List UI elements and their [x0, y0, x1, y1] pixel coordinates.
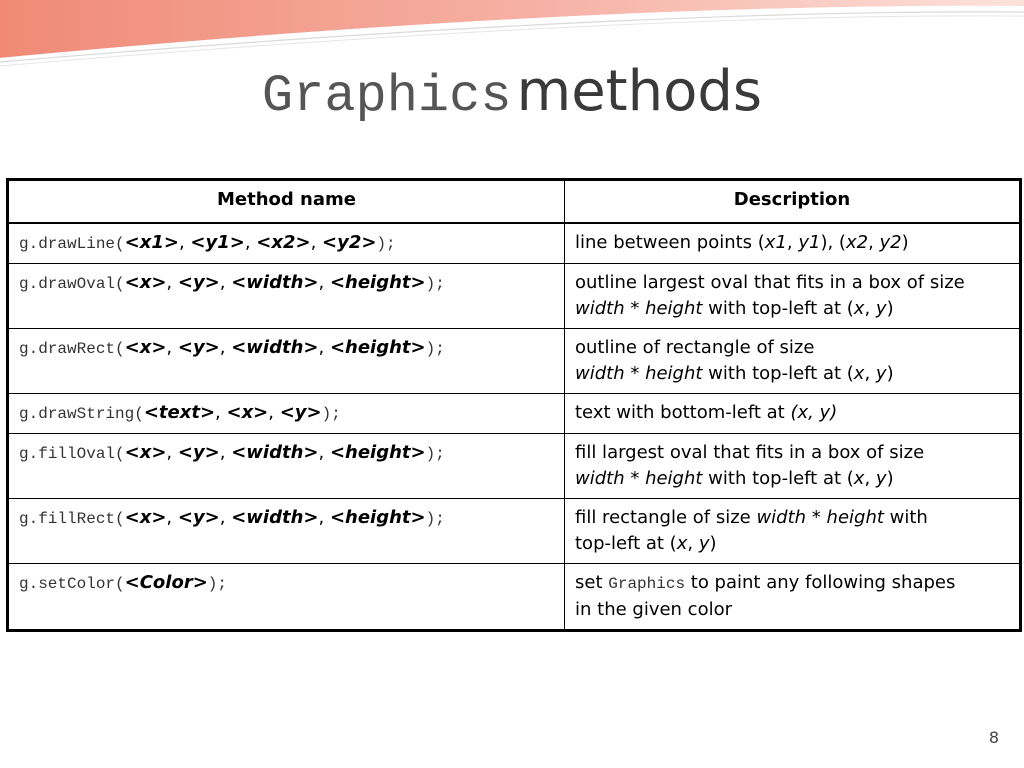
desc-segment: with	[883, 507, 928, 528]
method-segment: <y2>	[322, 232, 377, 253]
desc-segment: y	[698, 533, 710, 554]
desc-segment: (x, y)	[790, 402, 838, 423]
method-segment: <x>	[226, 402, 269, 423]
method-segment: );	[425, 445, 445, 463]
method-segment: <text>	[143, 402, 216, 423]
desc-segment: height	[645, 468, 703, 489]
slide-title	[0, 52, 1024, 145]
method-segment: );	[425, 510, 445, 528]
method-segment: <x>	[124, 272, 167, 293]
method-name-cell	[8, 564, 565, 631]
desc-segment: x2	[845, 232, 869, 253]
method-segment: ,	[219, 442, 232, 463]
table-header-row	[8, 180, 1021, 224]
desc-segment: top-left at (	[575, 533, 677, 554]
method-segment: <x1>	[124, 232, 179, 253]
desc-segment: *	[624, 468, 646, 489]
table-row	[8, 223, 1021, 264]
desc-segment: y2	[879, 232, 902, 253]
desc-segment: x	[853, 363, 865, 384]
desc-segment: ,	[687, 533, 699, 554]
slide-title-mono-part: Graphics	[261, 67, 512, 126]
desc-segment: outline of rectangle of size	[575, 337, 815, 358]
method-segment: <height>	[329, 272, 426, 293]
method-segment: <height>	[329, 507, 426, 528]
method-name-cell	[8, 499, 565, 564]
method-segment: <width>	[231, 507, 319, 528]
method-segment: ,	[219, 272, 232, 293]
desc-segment: with top-left at (	[702, 298, 854, 319]
method-segment: g.setColor(	[19, 575, 125, 593]
desc-segment: *	[624, 298, 646, 319]
desc-segment: width	[575, 468, 625, 489]
desc-segment: set	[575, 572, 609, 593]
desc-segment: )	[886, 468, 894, 489]
table-row	[8, 394, 1021, 434]
method-segment: ,	[166, 442, 178, 463]
method-segment: );	[425, 275, 445, 293]
desc-segment: x	[853, 468, 865, 489]
method-segment: <y>	[177, 507, 220, 528]
table-row	[8, 264, 1021, 329]
description-cell	[565, 329, 1021, 394]
desc-segment: ,	[864, 363, 876, 384]
desc-segment: x	[853, 298, 865, 319]
table-row	[8, 434, 1021, 499]
method-segment: <x>	[124, 507, 167, 528]
method-segment: ,	[166, 337, 178, 358]
method-segment: ,	[244, 232, 257, 253]
method-segment: ,	[219, 337, 232, 358]
desc-segment: with top-left at (	[702, 468, 854, 489]
desc-segment: *	[624, 363, 646, 384]
method-segment: ,	[318, 337, 330, 358]
desc-segment: outline largest oval that fits in a box of size	[575, 272, 965, 293]
header-method-name: Method name	[8, 180, 565, 224]
method-segment: g.fillOval(	[19, 445, 125, 463]
desc-segment: width	[756, 507, 807, 528]
method-name-cell	[8, 329, 565, 394]
method-segment: );	[376, 235, 396, 253]
desc-segment: to paint any following shapes	[685, 572, 956, 593]
method-segment: <width>	[231, 442, 319, 463]
desc-segment: y	[875, 363, 887, 384]
method-segment: <x2>	[256, 232, 311, 253]
method-segment: <width>	[231, 272, 319, 293]
method-segment: );	[207, 575, 227, 593]
table-row	[8, 564, 1021, 631]
desc-segment: in the given color	[575, 599, 732, 620]
desc-segment: fill largest oval that fits in a box of size	[575, 442, 925, 463]
method-segment: <y>	[177, 337, 220, 358]
desc-segment: height	[645, 363, 703, 384]
table-row	[8, 329, 1021, 394]
method-segment: <y>	[177, 442, 220, 463]
slide-title-sans-part: methods	[516, 59, 763, 124]
method-segment: <x>	[124, 337, 167, 358]
method-segment: g.drawRect(	[19, 340, 125, 358]
desc-segment: y	[875, 468, 887, 489]
method-segment: ,	[215, 402, 227, 423]
desc-segment: )	[886, 363, 894, 384]
desc-segment: ,	[868, 232, 880, 253]
method-segment: <y1>	[190, 232, 245, 253]
desc-segment: line between points (	[575, 232, 765, 253]
description-cell	[565, 264, 1021, 329]
method-name-cell	[8, 223, 565, 264]
desc-segment: width	[575, 363, 625, 384]
method-segment: <width>	[231, 337, 319, 358]
method-segment: g.drawOval(	[19, 275, 125, 293]
method-segment: <Color>	[124, 572, 208, 593]
desc-segment: with top-left at (	[702, 363, 854, 384]
method-segment: <y>	[279, 402, 322, 423]
method-segment: <y>	[177, 272, 220, 293]
method-segment: <x>	[124, 442, 167, 463]
method-name-cell	[8, 394, 565, 434]
method-segment: ,	[310, 232, 323, 253]
description-cell	[565, 223, 1021, 264]
desc-segment: )	[886, 298, 894, 319]
method-segment: );	[425, 340, 445, 358]
table-row	[8, 499, 1021, 564]
desc-segment: ), (	[820, 232, 846, 253]
desc-segment: ,	[864, 298, 876, 319]
method-segment: g.fillRect(	[19, 510, 125, 528]
desc-segment: x1	[764, 232, 787, 253]
methods-table	[6, 178, 1022, 632]
method-segment: ,	[268, 402, 280, 423]
method-segment: ,	[178, 232, 191, 253]
method-segment: g.drawString(	[19, 405, 144, 423]
method-segment: ,	[219, 507, 232, 528]
desc-segment: width	[575, 298, 625, 319]
description-cell	[565, 499, 1021, 564]
desc-segment: )	[901, 232, 909, 253]
desc-segment: )	[709, 533, 717, 554]
header-description: Description	[565, 180, 1021, 224]
method-segment: g.drawLine(	[19, 235, 125, 253]
desc-segment: *	[806, 507, 827, 528]
method-segment: ,	[318, 442, 330, 463]
description-cell	[565, 434, 1021, 499]
desc-segment: ,	[786, 232, 799, 253]
method-segment: );	[321, 405, 341, 423]
desc-segment: Graphics	[608, 575, 686, 593]
method-name-cell	[8, 434, 565, 499]
method-segment: ,	[318, 507, 330, 528]
method-segment: <height>	[329, 337, 426, 358]
description-cell	[565, 394, 1021, 434]
desc-segment: y1	[798, 232, 821, 253]
method-name-cell	[8, 264, 565, 329]
desc-segment: y	[875, 298, 887, 319]
method-segment: ,	[166, 507, 178, 528]
desc-segment: ,	[864, 468, 876, 489]
desc-segment: height	[826, 507, 884, 528]
method-segment: <height>	[329, 442, 426, 463]
desc-segment: fill rectangle of size	[575, 507, 757, 528]
desc-segment: x	[676, 533, 688, 554]
desc-segment: height	[645, 298, 703, 319]
method-segment: ,	[318, 272, 330, 293]
page-number: 8	[988, 728, 999, 747]
description-cell	[565, 564, 1021, 631]
method-segment: ,	[166, 272, 178, 293]
desc-segment: text with bottom-left at	[575, 402, 791, 423]
